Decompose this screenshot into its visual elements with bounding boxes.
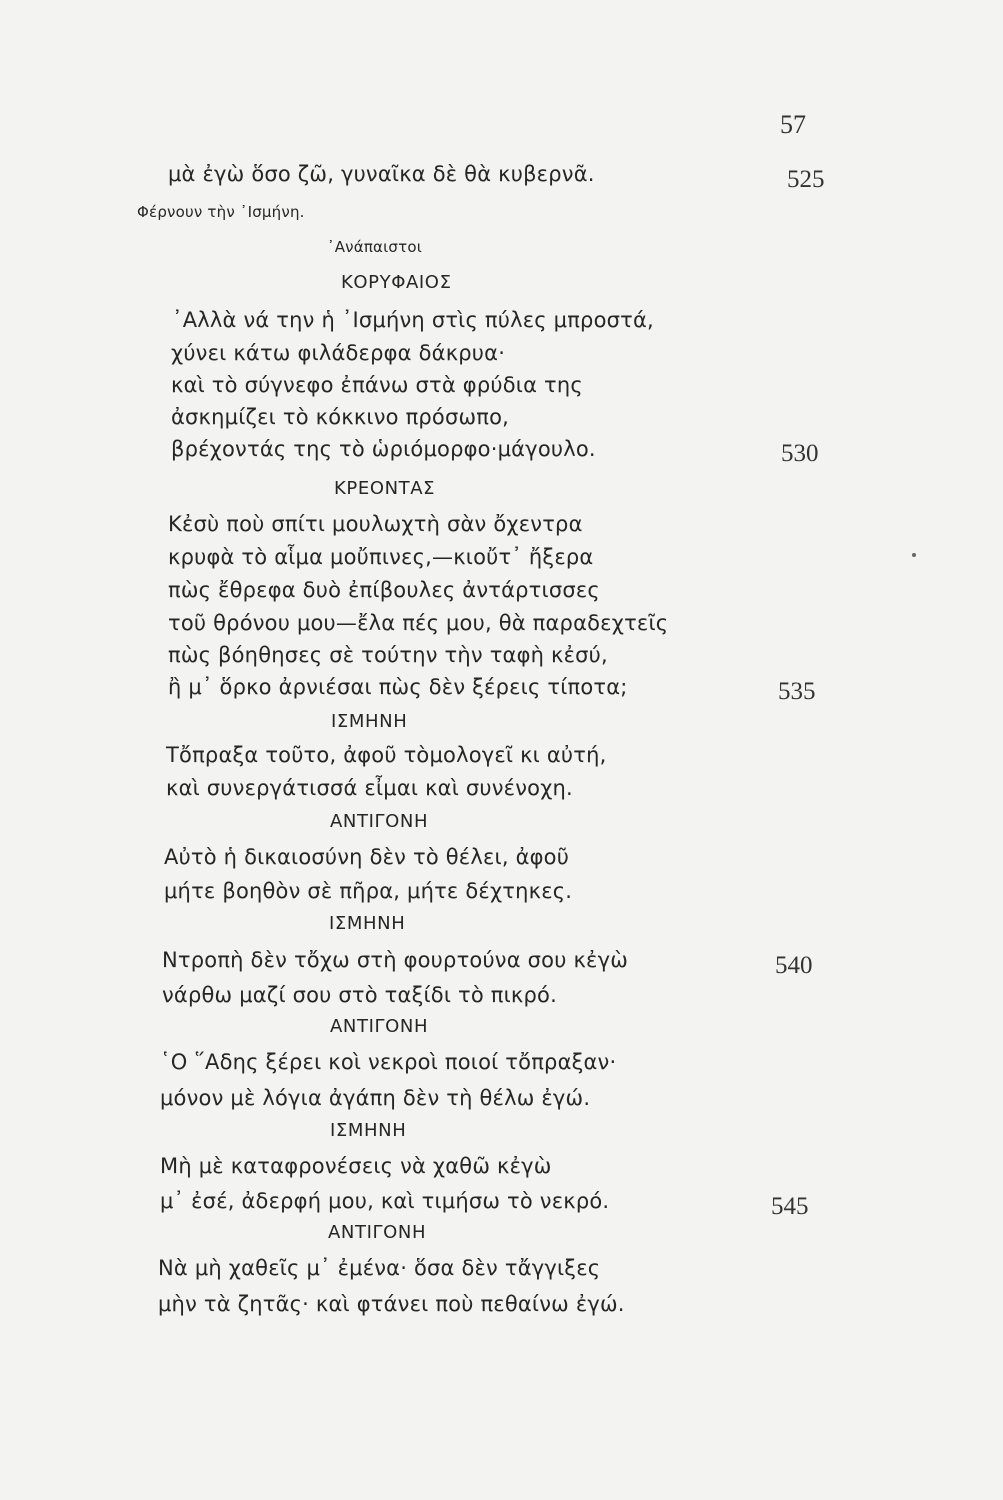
verse-line: πὼς βόηθησες σὲ τούτην τὴν ταφὴ κἐσύ, <box>168 643 608 667</box>
verse-line: χύνει κάτω φιλάδερφα δάκρυα· <box>171 341 506 365</box>
verse-line: Αὐτὸ ἡ δικαιοσύνη δὲν τὸ θέλει, ἀφοῦ <box>164 845 570 869</box>
line-number: 530 <box>781 440 819 467</box>
verse-line: καὶ συνεργάτισσά εἶμαι καὶ συνένοχη. <box>166 776 573 800</box>
verse-line: μόνον μὲ λόγια ἀγάπη δὲν τὴ θέλω ἐγώ. <box>160 1086 591 1110</box>
verse-line: Τὄπραξα τοῦτο, ἀφοῦ τὸμολογεῖ κι αὐτή, <box>166 743 607 767</box>
speaker-name: ΙΣΜΗΝΗ <box>329 913 406 934</box>
speaker-name: ΑΝΤΙΓΟΝΗ <box>330 811 429 832</box>
verse-line: κρυφὰ τὸ αἷμα μοὔπινες,—κιοὔτ᾿ ἤξερα <box>168 545 594 569</box>
verse-line: μήτε βοηθὸν σὲ πῆρα, μήτε δέχτηκες. <box>164 879 573 903</box>
verse-line: ἀσκημίζει τὸ κόκκινο πρόσωπο, <box>171 405 510 429</box>
speaker-name: ΑΝΤΙΓΟΝΗ <box>328 1222 427 1243</box>
line-number: 540 <box>775 952 813 979</box>
verse-line: μ᾿ ἐσέ, ἀδερφή μου, καὶ τιμήσω τὸ νεκρό. <box>160 1189 610 1213</box>
verse-line: βρέχοντάς της τὸ ὡριόμορφο·μάγουλο. <box>171 437 596 461</box>
verse-line: ἢ μ᾿ ὅρκο ἀρνιέσαι πὼς δὲν ξέρεις τίποτα; <box>168 675 628 699</box>
line-number: 525 <box>787 166 825 193</box>
page-number: 57 <box>780 110 806 139</box>
print-speck <box>912 553 916 557</box>
verse-line: μὴν τὰ ζητᾶς· καὶ φτάνει ποὺ πεθαίνω ἐγώ. <box>158 1292 625 1316</box>
verse-line: τοῦ θρόνου μου—ἔλα πές μου, θὰ παραδεχτεῖς <box>168 611 669 635</box>
verse-line: ᾿Αλλὰ νά την ἡ ᾿Ισμήνη στὶς πύλες μπροστά, <box>172 308 654 332</box>
verse-line: καὶ τὸ σύγνεφο ἐπάνω στὰ φρύδια της <box>171 373 583 397</box>
verse-line: Μὴ μὲ καταφρονέσεις νὰ χαθῶ κἐγὼ <box>160 1154 552 1178</box>
verse-line: Νὰ μὴ χαθεῖς μ᾿ ἐμένα· ὅσα δὲν τἄγγιξες <box>158 1256 601 1280</box>
verse-line: πὼς ἔθρεφα δυὸ ἐπίβουλες ἀντάρτισσες <box>168 578 600 602</box>
speaker-name: ΑΝΤΙΓΟΝΗ <box>330 1016 429 1037</box>
speaker-name: ΙΣΜΗΝΗ <box>331 711 408 732</box>
line-number: 535 <box>778 678 816 705</box>
line-number: 545 <box>771 1193 809 1220</box>
verse-line: νάρθω μαζί σου στὸ ταξίδι τὸ πικρό. <box>162 983 557 1007</box>
speaker-name: ΚΡΕΟΝΤΑΣ <box>334 478 436 499</box>
stage-direction: ᾿Ανάπαιστοι <box>327 238 423 256</box>
verse-line: ῾Ο ῞Αδης ξέρει κοὶ νεκροὶ ποιοί τὄπραξαν· <box>160 1050 617 1074</box>
verse-line: μὰ ἐγὼ ὅσο ζῶ, γυναῖκα δὲ θὰ κυβερνᾶ. <box>168 162 595 186</box>
verse-line: Κἐσὺ ποὺ σπίτι μουλωχτὴ σὰν ὄχεντρα <box>168 512 583 536</box>
speaker-name: ΚΟΡΥΦΑΙΟΣ <box>341 272 452 293</box>
stage-direction: Φέρνουν τὴν ᾿Ισμήνη. <box>137 203 305 221</box>
verse-line: Ντροπὴ δὲν τὄχω στὴ φουρτούνα σου κἐγὼ <box>162 948 628 972</box>
speaker-name: ΙΣΜΗΝΗ <box>330 1120 407 1141</box>
